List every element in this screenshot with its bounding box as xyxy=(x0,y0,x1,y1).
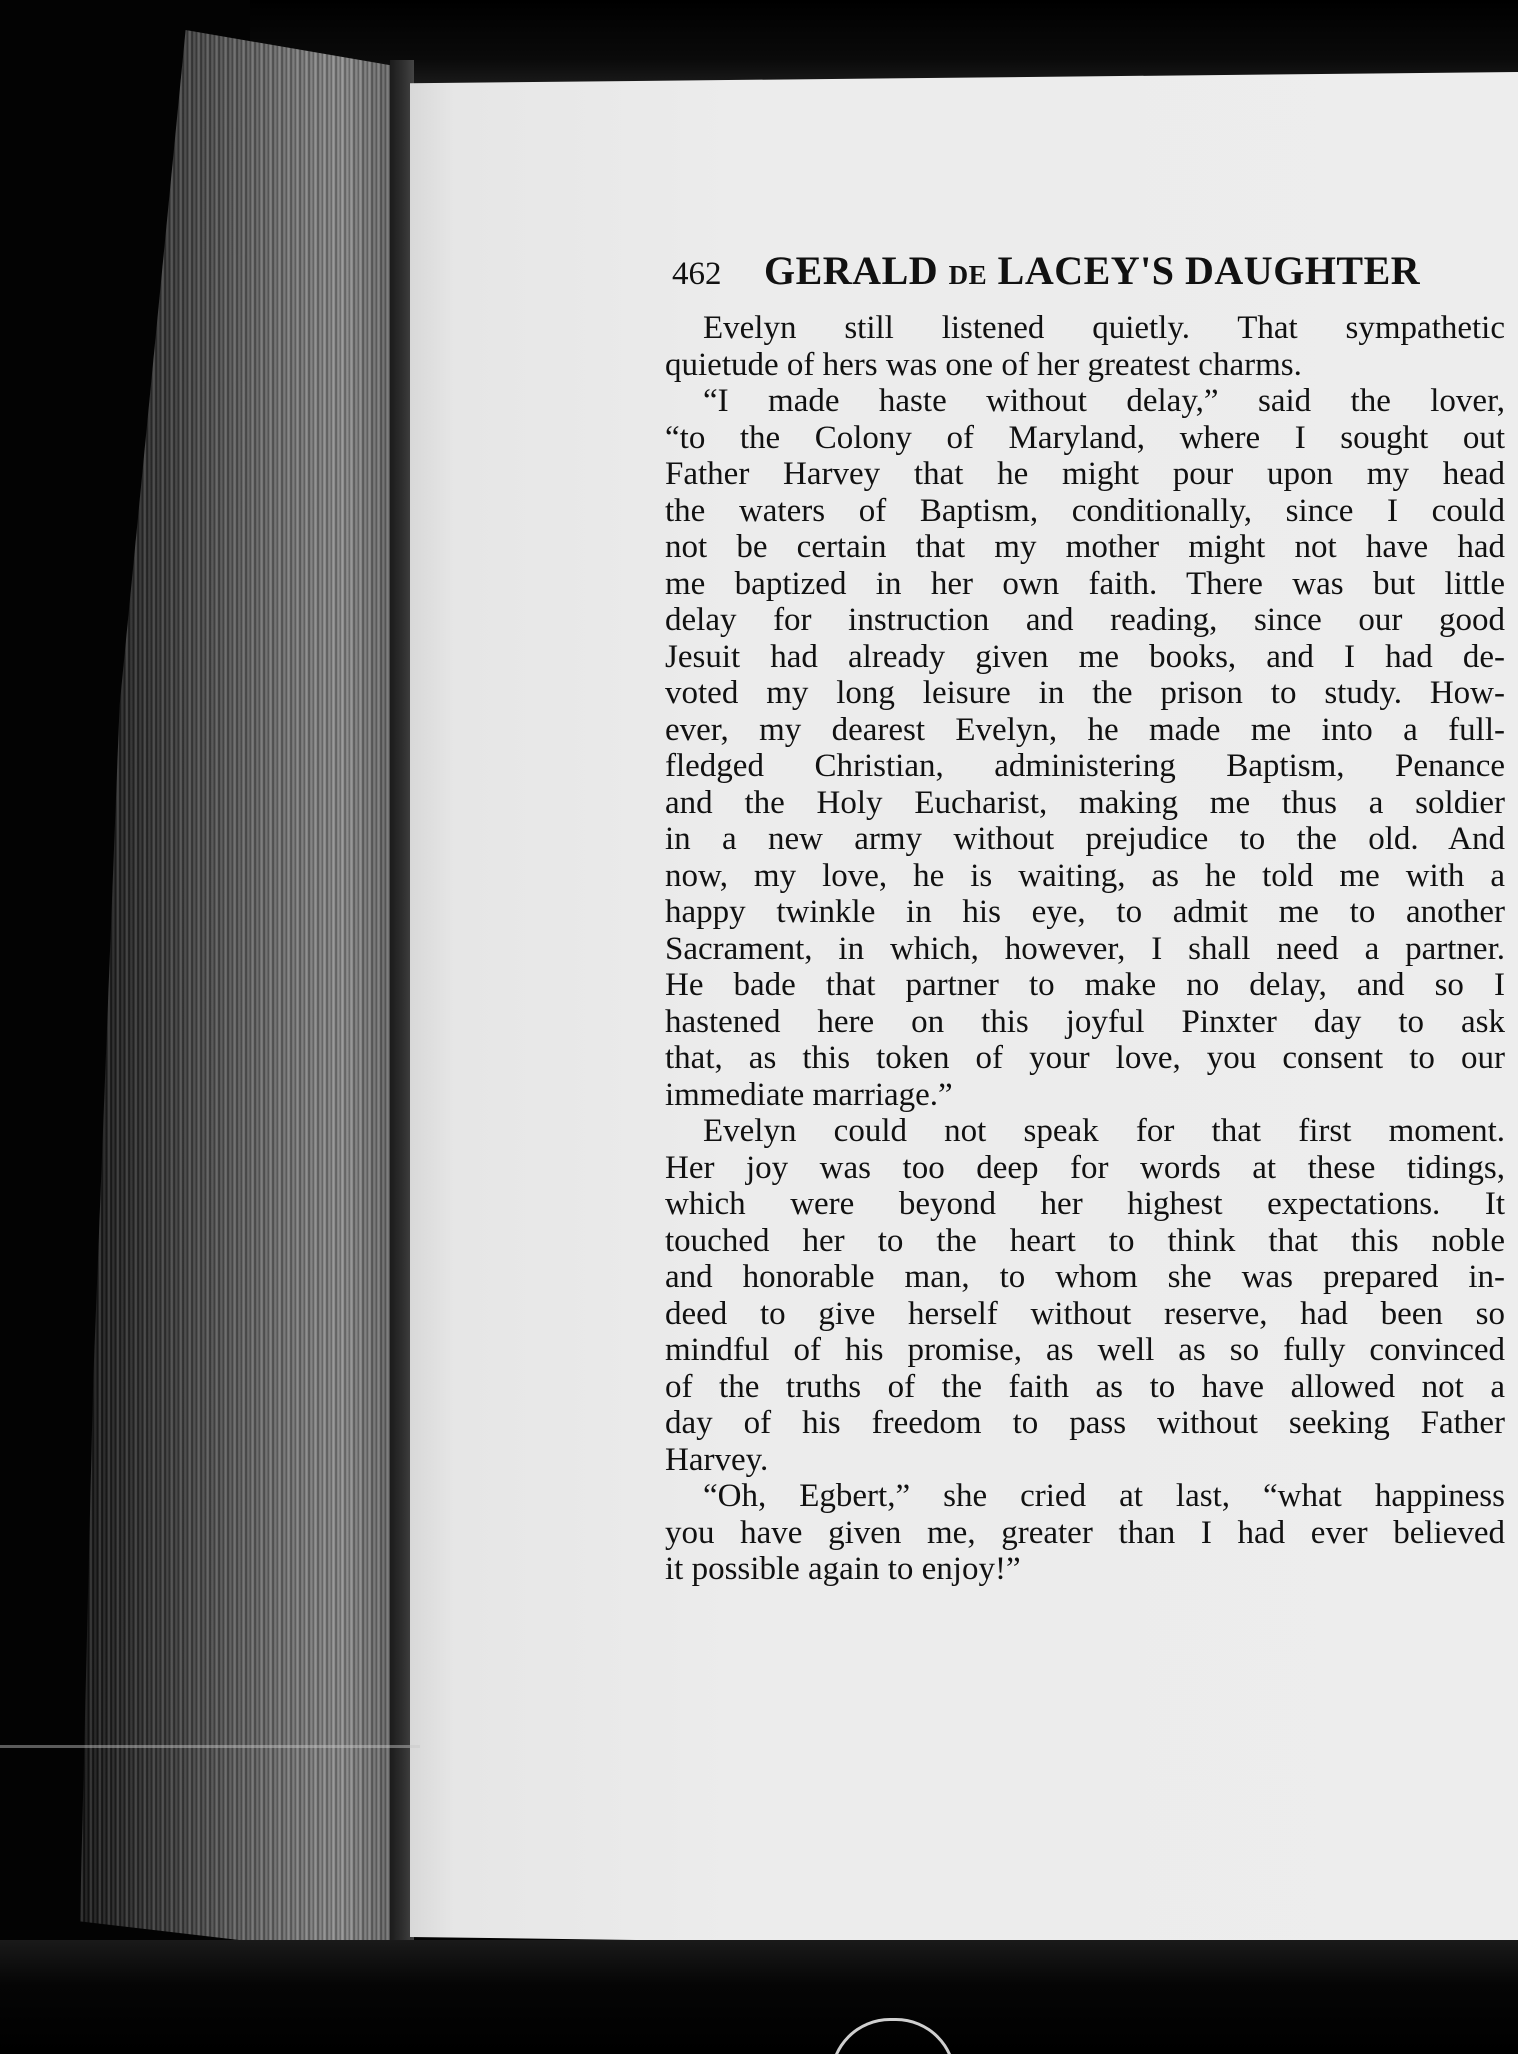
text-line: delay for instruction and reading, since our good xyxy=(665,602,1505,638)
text-line: now, my love, he is waiting, as he told me with a xyxy=(665,857,1505,894)
text-line: me baptized in her own faith. There was but little xyxy=(665,565,1505,602)
text-line: the waters of Baptism, conditionally, since I could xyxy=(665,492,1505,529)
text-line: “Oh, Egbert,” she cried at last, “what happiness xyxy=(703,1478,1505,1514)
paragraph xyxy=(665,1113,1505,1478)
paragraph xyxy=(665,1478,1505,1588)
bottom-shadow xyxy=(0,1940,1518,2054)
text-line: “I made haste without delay,” said the lover, xyxy=(703,383,1505,419)
text-line: of the truths of the faith as to have allowed not a xyxy=(665,1368,1505,1405)
text-line: that, as this token of your love, you consent to our xyxy=(665,1040,1505,1076)
text-line: hastened here on this joyful Pinxter day to ask xyxy=(665,1003,1505,1040)
text-line: quietude of hers was one of her greatest charms. xyxy=(665,346,1302,383)
text-line: Evelyn could not speak for that first moment. xyxy=(703,1113,1505,1149)
text-line: day of his freedom to pass without seeking Father xyxy=(665,1405,1505,1441)
text-line: you have given me, greater than I had ever believed xyxy=(665,1514,1505,1551)
paragraph xyxy=(665,310,1505,383)
text-line: mindful of his promise, as well as so fully convinced xyxy=(665,1332,1505,1368)
title-part-2: LACEY'S DAUGHTER xyxy=(997,248,1421,293)
page-number: 462 xyxy=(672,256,722,292)
text-line: “to the Colony of Maryland, where I sought out xyxy=(665,419,1505,456)
text-line: touched her to the heart to think that this noble xyxy=(665,1222,1505,1259)
running-header xyxy=(672,245,1452,297)
text-line: immediate marriage.” xyxy=(665,1076,953,1113)
text-line: it possible again to enjoy!” xyxy=(665,1551,1021,1587)
text-line: He bade that partner to make no delay, and so I xyxy=(665,967,1505,1003)
text-line: Harvey. xyxy=(665,1441,769,1478)
text-line: which were beyond her highest expectations. It xyxy=(665,1186,1505,1222)
text-line: Jesuit had already given me books, and I had de- xyxy=(665,638,1505,675)
text-line: Sacrament, in which, however, I shall need a partner. xyxy=(665,930,1505,967)
book-fore-edge xyxy=(80,30,410,1960)
text-line: voted my long leisure in the prison to study. How- xyxy=(665,675,1505,711)
text-line: Her joy was too deep for words at these tidings, xyxy=(665,1149,1505,1186)
text-line: and the Holy Eucharist, making me thus a soldier xyxy=(665,784,1505,821)
text-line: not be certain that my mother might not have had xyxy=(665,529,1505,565)
text-line: in a new army without prejudice to the old. And xyxy=(665,821,1505,857)
text-line: Father Harvey that he might pour upon my head xyxy=(665,456,1505,492)
top-shadow xyxy=(250,0,1518,85)
title-part-1: GERALD xyxy=(764,248,939,293)
scan-artifact-line xyxy=(0,1745,420,1748)
paragraph xyxy=(665,383,1505,1113)
text-line: deed to give herself without reserve, had been so xyxy=(665,1295,1505,1332)
text-line: fledged Christian, administering Baptism, Penance xyxy=(665,748,1505,784)
body-text xyxy=(665,310,1505,1588)
title-small-caps: DE xyxy=(948,260,988,290)
text-line: and honorable man, to whom she was prepared in- xyxy=(665,1259,1505,1295)
text-line: ever, my dearest Evelyn, he made me into a full- xyxy=(665,711,1505,748)
running-title xyxy=(764,248,1420,293)
text-line: happy twinkle in his eye, to admit me to another xyxy=(665,894,1505,930)
text-line: Evelyn still listened quietly. That sympathetic xyxy=(703,310,1505,346)
